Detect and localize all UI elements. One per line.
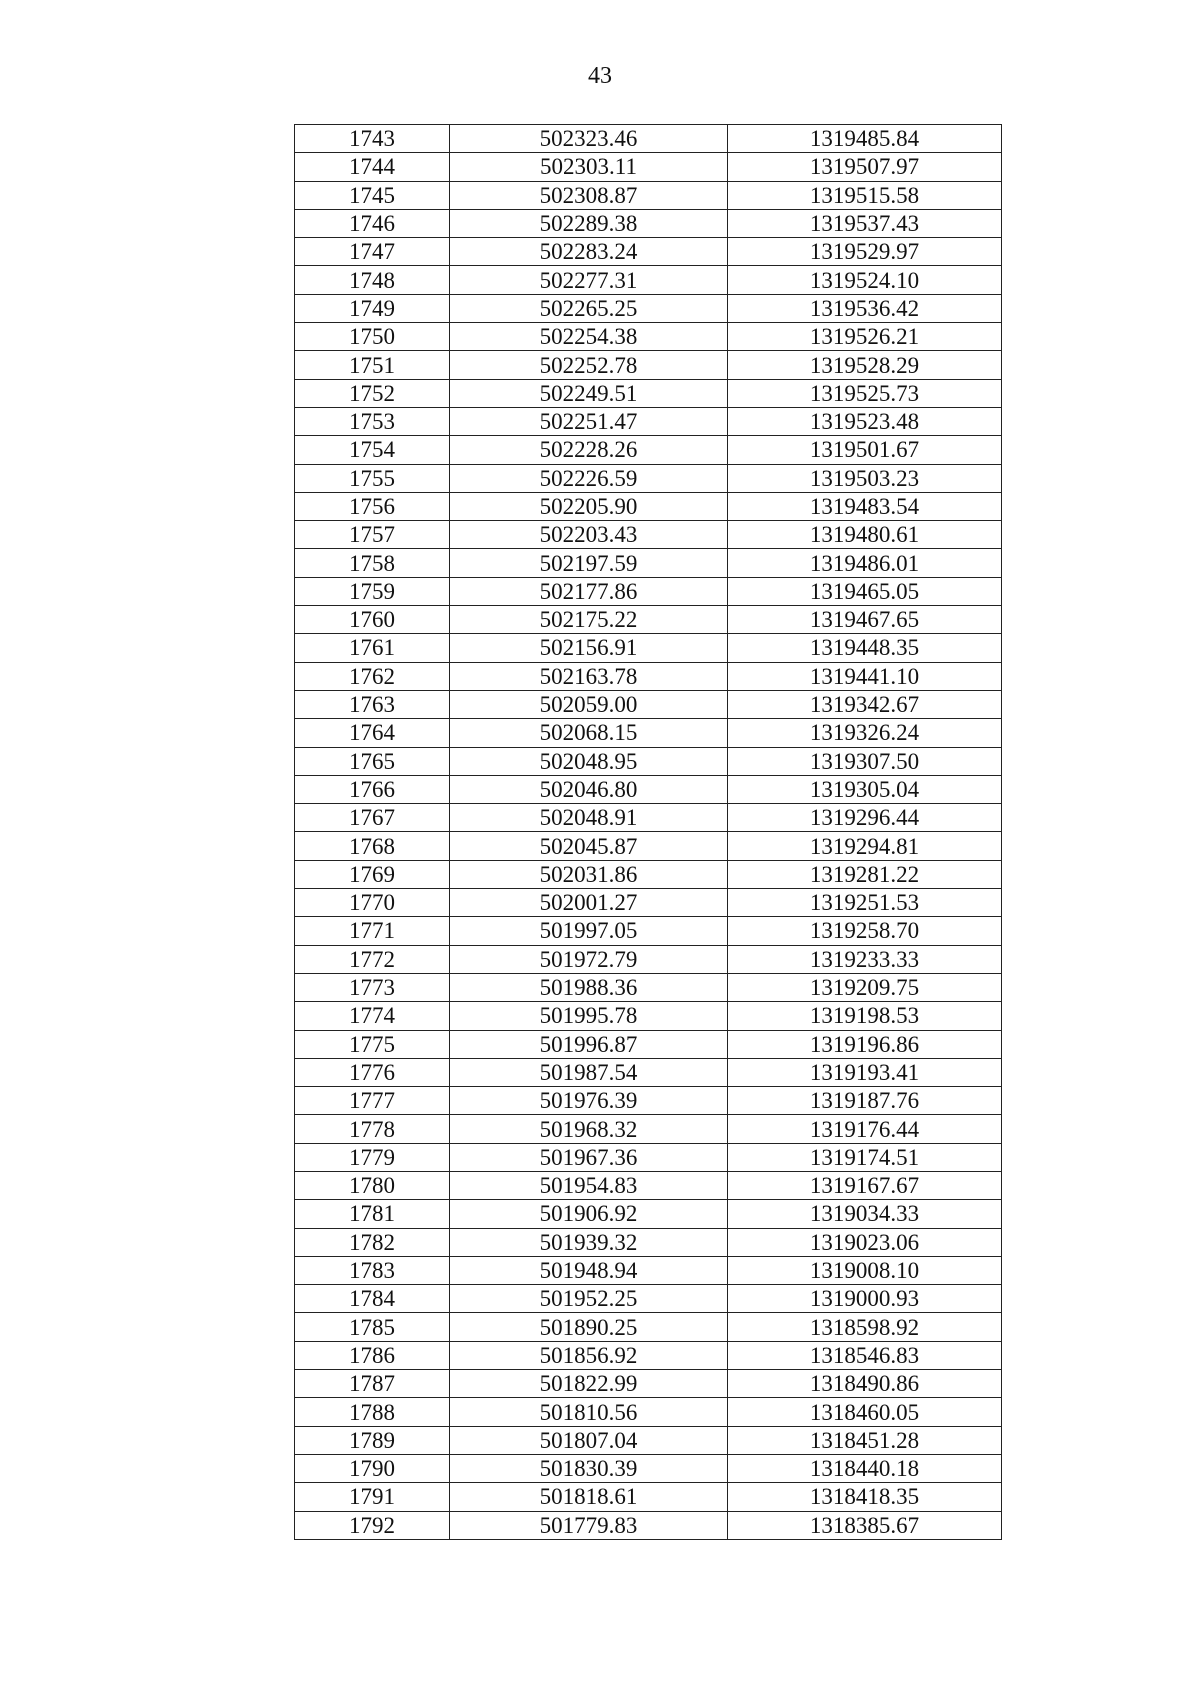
- point-number-cell: 1766: [295, 775, 450, 803]
- table-row: [295, 521, 1002, 549]
- table-row: [295, 1341, 1002, 1369]
- x-coordinate-cell: 502048.95: [450, 747, 728, 775]
- y-coordinate-cell: 1319467.65: [728, 606, 1002, 634]
- point-number-cell: 1754: [295, 436, 450, 464]
- table-row: [295, 1058, 1002, 1086]
- table-row: [295, 747, 1002, 775]
- x-coordinate-cell: 502045.87: [450, 832, 728, 860]
- table-row: [295, 804, 1002, 832]
- page-number: 43: [588, 63, 612, 89]
- coordinates-table-container: [294, 124, 1002, 1540]
- y-coordinate-cell: 1319176.44: [728, 1115, 1002, 1143]
- x-coordinate-cell: 501987.54: [450, 1058, 728, 1086]
- table-row: [295, 1002, 1002, 1030]
- y-coordinate-cell: 1319342.67: [728, 690, 1002, 718]
- x-coordinate-cell: 502205.90: [450, 492, 728, 520]
- y-coordinate-cell: 1319198.53: [728, 1002, 1002, 1030]
- x-coordinate-cell: 501988.36: [450, 973, 728, 1001]
- y-coordinate-cell: 1319187.76: [728, 1087, 1002, 1115]
- x-coordinate-cell: 501890.25: [450, 1313, 728, 1341]
- point-number-cell: 1788: [295, 1398, 450, 1426]
- point-number-cell: 1747: [295, 238, 450, 266]
- point-number-cell: 1786: [295, 1341, 450, 1369]
- table-row: [295, 351, 1002, 379]
- x-coordinate-cell: 501952.25: [450, 1285, 728, 1313]
- table-row: [295, 719, 1002, 747]
- x-coordinate-cell: 501939.32: [450, 1228, 728, 1256]
- y-coordinate-cell: 1318460.05: [728, 1398, 1002, 1426]
- point-number-cell: 1756: [295, 492, 450, 520]
- y-coordinate-cell: 1319281.22: [728, 860, 1002, 888]
- x-coordinate-cell: 502303.11: [450, 153, 728, 181]
- point-number-cell: 1782: [295, 1228, 450, 1256]
- point-number-cell: 1750: [295, 323, 450, 351]
- table-row: [295, 464, 1002, 492]
- point-number-cell: 1774: [295, 1002, 450, 1030]
- y-coordinate-cell: 1319305.04: [728, 775, 1002, 803]
- point-number-cell: 1787: [295, 1370, 450, 1398]
- x-coordinate-cell: 501822.99: [450, 1370, 728, 1398]
- point-number-cell: 1789: [295, 1426, 450, 1454]
- x-coordinate-cell: 502228.26: [450, 436, 728, 464]
- x-coordinate-cell: 502289.38: [450, 209, 728, 237]
- x-coordinate-cell: 501906.92: [450, 1200, 728, 1228]
- point-number-cell: 1777: [295, 1087, 450, 1115]
- point-number-cell: 1767: [295, 804, 450, 832]
- table-row: [295, 1398, 1002, 1426]
- table-row: [295, 492, 1002, 520]
- point-number-cell: 1776: [295, 1058, 450, 1086]
- x-coordinate-cell: 502197.59: [450, 549, 728, 577]
- point-number-cell: 1763: [295, 690, 450, 718]
- x-coordinate-cell: 501948.94: [450, 1256, 728, 1284]
- y-coordinate-cell: 1319448.35: [728, 634, 1002, 662]
- x-coordinate-cell: 502323.46: [450, 125, 728, 153]
- point-number-cell: 1769: [295, 860, 450, 888]
- x-coordinate-cell: 502308.87: [450, 181, 728, 209]
- coordinates-table-body: [295, 125, 1002, 1540]
- y-coordinate-cell: 1319307.50: [728, 747, 1002, 775]
- x-coordinate-cell: 502175.22: [450, 606, 728, 634]
- table-row: [295, 549, 1002, 577]
- table-row: [295, 1370, 1002, 1398]
- y-coordinate-cell: 1319008.10: [728, 1256, 1002, 1284]
- y-coordinate-cell: 1319524.10: [728, 266, 1002, 294]
- point-number-cell: 1746: [295, 209, 450, 237]
- y-coordinate-cell: 1319485.84: [728, 125, 1002, 153]
- table-row: [295, 1511, 1002, 1539]
- table-row: [295, 1143, 1002, 1171]
- table-row: [295, 832, 1002, 860]
- point-number-cell: 1755: [295, 464, 450, 492]
- x-coordinate-cell: 502048.91: [450, 804, 728, 832]
- y-coordinate-cell: 1319174.51: [728, 1143, 1002, 1171]
- y-coordinate-cell: 1319483.54: [728, 492, 1002, 520]
- x-coordinate-cell: 502265.25: [450, 294, 728, 322]
- y-coordinate-cell: 1319501.67: [728, 436, 1002, 464]
- x-coordinate-cell: 501968.32: [450, 1115, 728, 1143]
- point-number-cell: 1778: [295, 1115, 450, 1143]
- y-coordinate-cell: 1319258.70: [728, 917, 1002, 945]
- table-row: [295, 577, 1002, 605]
- y-coordinate-cell: 1319441.10: [728, 662, 1002, 690]
- point-number-cell: 1770: [295, 889, 450, 917]
- y-coordinate-cell: 1319023.06: [728, 1228, 1002, 1256]
- point-number-cell: 1751: [295, 351, 450, 379]
- y-coordinate-cell: 1318385.67: [728, 1511, 1002, 1539]
- table-row: [295, 181, 1002, 209]
- point-number-cell: 1757: [295, 521, 450, 549]
- point-number-cell: 1792: [295, 1511, 450, 1539]
- point-number-cell: 1783: [295, 1256, 450, 1284]
- point-number-cell: 1773: [295, 973, 450, 1001]
- y-coordinate-cell: 1319196.86: [728, 1030, 1002, 1058]
- table-row: [295, 153, 1002, 181]
- table-row: [295, 1426, 1002, 1454]
- x-coordinate-cell: 501972.79: [450, 945, 728, 973]
- x-coordinate-cell: 502046.80: [450, 775, 728, 803]
- table-row: [295, 1454, 1002, 1482]
- table-row: [295, 690, 1002, 718]
- y-coordinate-cell: 1318418.35: [728, 1483, 1002, 1511]
- x-coordinate-cell: 501995.78: [450, 1002, 728, 1030]
- x-coordinate-cell: 502068.15: [450, 719, 728, 747]
- x-coordinate-cell: 502059.00: [450, 690, 728, 718]
- x-coordinate-cell: 502031.86: [450, 860, 728, 888]
- x-coordinate-cell: 501830.39: [450, 1454, 728, 1482]
- table-row: [295, 973, 1002, 1001]
- y-coordinate-cell: 1319233.33: [728, 945, 1002, 973]
- x-coordinate-cell: 502252.78: [450, 351, 728, 379]
- point-number-cell: 1748: [295, 266, 450, 294]
- y-coordinate-cell: 1318440.18: [728, 1454, 1002, 1482]
- y-coordinate-cell: 1319465.05: [728, 577, 1002, 605]
- point-number-cell: 1761: [295, 634, 450, 662]
- y-coordinate-cell: 1318546.83: [728, 1341, 1002, 1369]
- table-row: [295, 209, 1002, 237]
- table-row: [295, 945, 1002, 973]
- point-number-cell: 1744: [295, 153, 450, 181]
- y-coordinate-cell: 1318451.28: [728, 1426, 1002, 1454]
- x-coordinate-cell: 502249.51: [450, 379, 728, 407]
- x-coordinate-cell: 501856.92: [450, 1341, 728, 1369]
- x-coordinate-cell: 502156.91: [450, 634, 728, 662]
- table-row: [295, 606, 1002, 634]
- point-number-cell: 1753: [295, 407, 450, 435]
- table-row: [295, 407, 1002, 435]
- table-row: [295, 775, 1002, 803]
- x-coordinate-cell: 501967.36: [450, 1143, 728, 1171]
- point-number-cell: 1781: [295, 1200, 450, 1228]
- x-coordinate-cell: 501996.87: [450, 1030, 728, 1058]
- point-number-cell: 1760: [295, 606, 450, 634]
- x-coordinate-cell: 502163.78: [450, 662, 728, 690]
- y-coordinate-cell: 1319193.41: [728, 1058, 1002, 1086]
- coordinates-table: [294, 124, 1002, 1540]
- point-number-cell: 1764: [295, 719, 450, 747]
- x-coordinate-cell: 501779.83: [450, 1511, 728, 1539]
- point-number-cell: 1771: [295, 917, 450, 945]
- point-number-cell: 1791: [295, 1483, 450, 1511]
- y-coordinate-cell: 1319034.33: [728, 1200, 1002, 1228]
- x-coordinate-cell: 501818.61: [450, 1483, 728, 1511]
- y-coordinate-cell: 1319251.53: [728, 889, 1002, 917]
- table-row: [295, 266, 1002, 294]
- y-coordinate-cell: 1319503.23: [728, 464, 1002, 492]
- x-coordinate-cell: 502203.43: [450, 521, 728, 549]
- x-coordinate-cell: 502254.38: [450, 323, 728, 351]
- point-number-cell: 1752: [295, 379, 450, 407]
- point-number-cell: 1780: [295, 1171, 450, 1199]
- y-coordinate-cell: 1319209.75: [728, 973, 1002, 1001]
- y-coordinate-cell: 1319528.29: [728, 351, 1002, 379]
- point-number-cell: 1772: [295, 945, 450, 973]
- point-number-cell: 1749: [295, 294, 450, 322]
- point-number-cell: 1779: [295, 1143, 450, 1171]
- table-row: [295, 1285, 1002, 1313]
- x-coordinate-cell: 501997.05: [450, 917, 728, 945]
- y-coordinate-cell: 1318490.86: [728, 1370, 1002, 1398]
- y-coordinate-cell: 1319536.42: [728, 294, 1002, 322]
- x-coordinate-cell: 501807.04: [450, 1426, 728, 1454]
- x-coordinate-cell: 502001.27: [450, 889, 728, 917]
- y-coordinate-cell: 1319296.44: [728, 804, 1002, 832]
- x-coordinate-cell: 502277.31: [450, 266, 728, 294]
- point-number-cell: 1765: [295, 747, 450, 775]
- table-row: [295, 662, 1002, 690]
- table-row: [295, 125, 1002, 153]
- table-row: [295, 238, 1002, 266]
- point-number-cell: 1775: [295, 1030, 450, 1058]
- point-number-cell: 1745: [295, 181, 450, 209]
- x-coordinate-cell: 502177.86: [450, 577, 728, 605]
- y-coordinate-cell: 1319529.97: [728, 238, 1002, 266]
- x-coordinate-cell: 502283.24: [450, 238, 728, 266]
- table-row: [295, 436, 1002, 464]
- point-number-cell: 1758: [295, 549, 450, 577]
- table-row: [295, 1256, 1002, 1284]
- table-row: [295, 1115, 1002, 1143]
- y-coordinate-cell: 1318598.92: [728, 1313, 1002, 1341]
- point-number-cell: 1759: [295, 577, 450, 605]
- x-coordinate-cell: 502251.47: [450, 407, 728, 435]
- y-coordinate-cell: 1319294.81: [728, 832, 1002, 860]
- table-row: [295, 917, 1002, 945]
- table-row: [295, 294, 1002, 322]
- y-coordinate-cell: 1319537.43: [728, 209, 1002, 237]
- table-row: [295, 634, 1002, 662]
- y-coordinate-cell: 1319526.21: [728, 323, 1002, 351]
- table-row: [295, 1171, 1002, 1199]
- table-row: [295, 323, 1002, 351]
- y-coordinate-cell: 1319525.73: [728, 379, 1002, 407]
- y-coordinate-cell: 1319000.93: [728, 1285, 1002, 1313]
- table-row: [295, 1030, 1002, 1058]
- point-number-cell: 1790: [295, 1454, 450, 1482]
- x-coordinate-cell: 501810.56: [450, 1398, 728, 1426]
- y-coordinate-cell: 1319486.01: [728, 549, 1002, 577]
- y-coordinate-cell: 1319507.97: [728, 153, 1002, 181]
- x-coordinate-cell: 501976.39: [450, 1087, 728, 1115]
- table-row: [295, 1228, 1002, 1256]
- table-row: [295, 1087, 1002, 1115]
- table-row: [295, 1483, 1002, 1511]
- y-coordinate-cell: 1319167.67: [728, 1171, 1002, 1199]
- table-row: [295, 1313, 1002, 1341]
- table-row: [295, 1200, 1002, 1228]
- x-coordinate-cell: 502226.59: [450, 464, 728, 492]
- y-coordinate-cell: 1319515.58: [728, 181, 1002, 209]
- y-coordinate-cell: 1319480.61: [728, 521, 1002, 549]
- point-number-cell: 1784: [295, 1285, 450, 1313]
- point-number-cell: 1785: [295, 1313, 450, 1341]
- point-number-cell: 1768: [295, 832, 450, 860]
- point-number-cell: 1762: [295, 662, 450, 690]
- point-number-cell: 1743: [295, 125, 450, 153]
- table-row: [295, 889, 1002, 917]
- table-row: [295, 379, 1002, 407]
- y-coordinate-cell: 1319523.48: [728, 407, 1002, 435]
- table-row: [295, 860, 1002, 888]
- y-coordinate-cell: 1319326.24: [728, 719, 1002, 747]
- x-coordinate-cell: 501954.83: [450, 1171, 728, 1199]
